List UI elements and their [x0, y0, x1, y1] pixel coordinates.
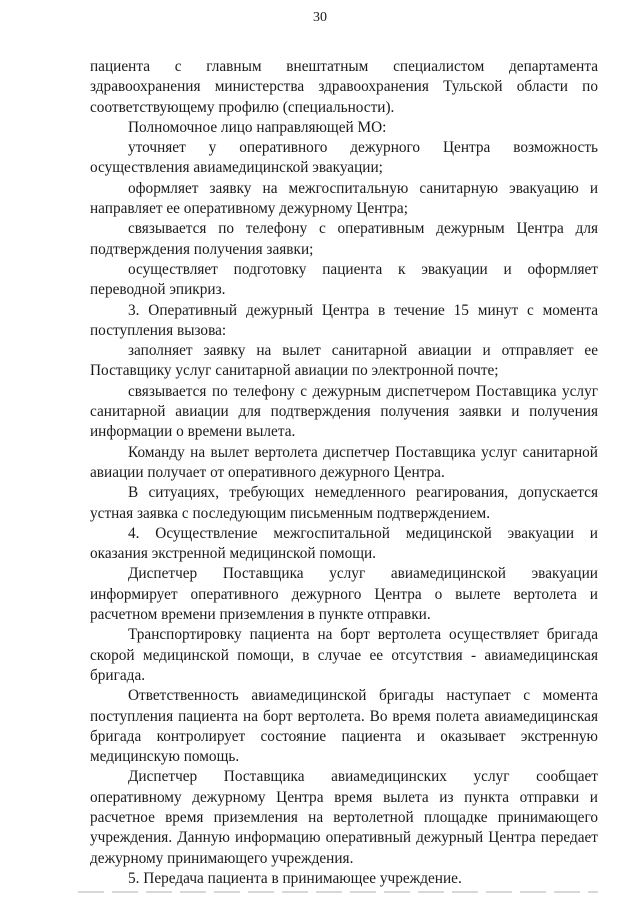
body-text — [90, 57, 598, 889]
paragraph: 3. Оперативный дежурный Центра в течение 15 минут с момента поступления вызова: — [90, 301, 598, 339]
paragraph: Команду на вылет вертолета диспетчер Поставщика услуг санитарной авиации получает от оперативного дежурного Центра. — [90, 443, 598, 481]
paragraph: Полномочное лицо направляющей МО: — [128, 118, 387, 136]
paragraph: осуществляет подготовку пациента к эвакуации и оформляет переводной эпикриз. — [90, 260, 598, 299]
paragraph: Транспортировку пациента на борт вертолета осуществляет бригада скорой медицинской помощи, в случае ее отсутствия - авиамедицинская бригада. — [90, 626, 598, 684]
paragraph: Диспетчер Поставщика услуг авиамедицинской эвакуации информирует оперативного дежурного Центра о вылете вертолета и расчетном времени приземления в пункте отправки. — [90, 565, 598, 624]
paragraph: пациента с главным внештатным специалистом департамента здравоохранения министерства здравоохранения Тульской области по соответствующему профилю (специальности). — [90, 58, 598, 116]
scan-artifact-line — [78, 891, 598, 893]
paragraph: 4. Осуществление межгоспитальной медицинской эвакуации и оказания экстренной медицинской помощи. — [90, 524, 598, 563]
paragraph: В ситуациях, требующих немедленного реагирования, допускается устная заявка с последующим письменным подтверждением. — [90, 484, 598, 522]
paragraph: связывается по телефону с дежурным диспетчером Поставщика услуг санитарной авиации для подтверждения получения заявки и получения информации о времени вылета. — [90, 382, 598, 441]
paragraph: 5. Передача пациента в принимающее учреждение. — [128, 869, 462, 887]
page-number: 30 — [313, 10, 327, 25]
paragraph: заполняет заявку на вылет санитарной авиации и отправляет ее Поставщику услуг санитарной авиации по электронной почте; — [90, 342, 598, 380]
paragraph: уточняет у оперативного дежурного Центра возможность осуществления авиамедицинской эвакуации; — [90, 139, 598, 177]
paragraph: связывается по телефону с оперативным дежурным Центра для подтверждения получения заявки; — [90, 220, 598, 258]
paragraph: Диспетчер Поставщика авиамедицинских услуг сообщает оперативному дежурному Центра время вылета из пункта отправки и расчетное время приземления на вертолетной площадке принимающего учреждения. Данную информацию оперативный дежурный Центра передает дежурному принимающего учреждения. — [90, 768, 598, 867]
paragraph: Ответственность авиамедицинской бригады наступает с момента поступления пациента на борт вертолета. Во время полета авиамедицинская бригада контролирует состояние пациента и оказывает экстренную медицинскую помощь. — [90, 687, 598, 766]
paragraph: оформляет заявку на межгоспитальную санитарную эвакуацию и направляет ее оперативному дежурному Центра; — [90, 179, 598, 218]
